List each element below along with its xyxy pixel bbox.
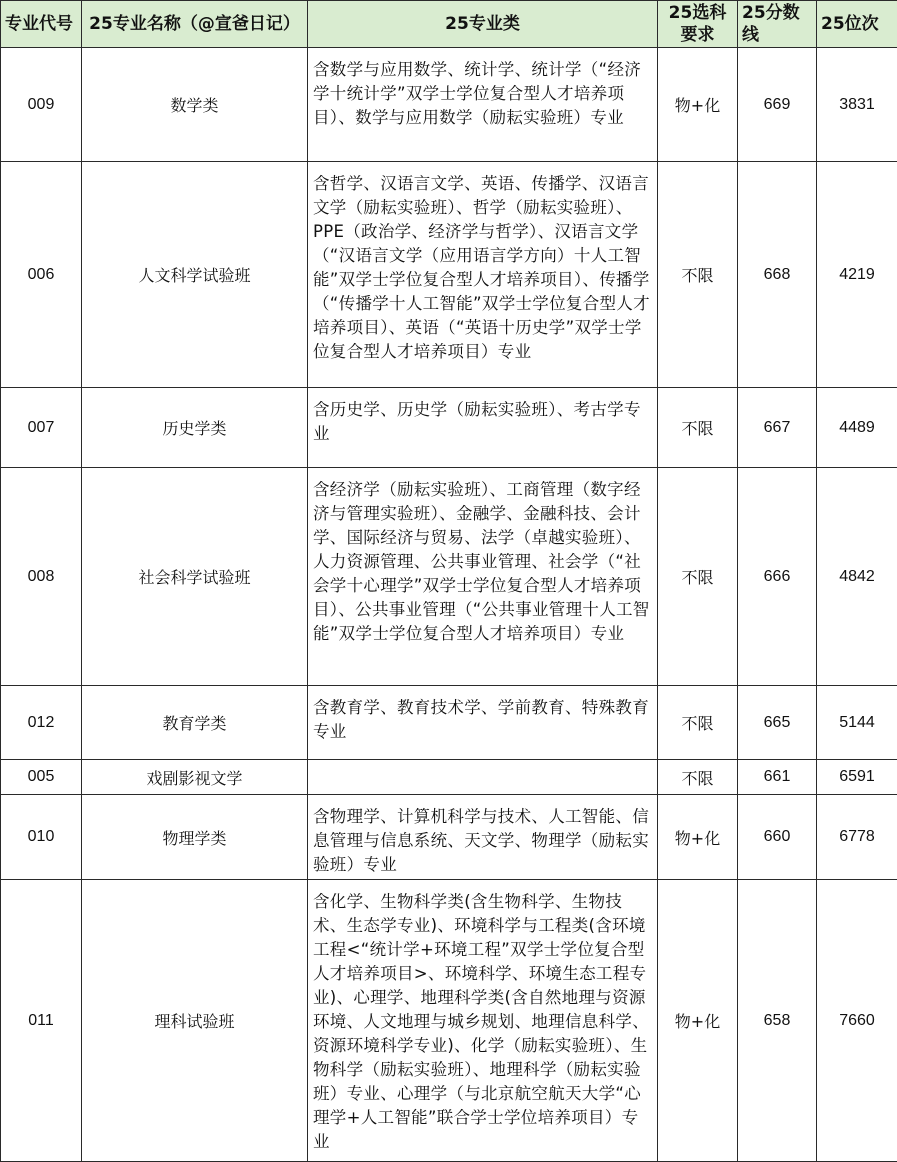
cell-code: 009 [1, 48, 82, 162]
table-row [1, 162, 897, 388]
cell-code: 010 [1, 795, 82, 880]
cell-category: 含化学、生物科学类(含生物科学、生物技术、生态学专业)、环境科学与工程类(含环境工程<“统计学+环境工程”双学士学位复合型人才培养项目>、环境科学、环境生态工程专业)、心理学、地理科学类(含自然地理与资源环境、人文地理与城乡规划、地理信息科学、资源环境科学专业)、化学（励耘实验班）、生物科学（励耘实验班）、地理科学（励耘实验班）专业、心理学（与北京航空航天大学“心理学+人工智能”联合学士学位培养项目）专业 [308, 880, 658, 1162]
table-row [1, 880, 897, 1162]
cell-rank: 4219 [817, 162, 897, 388]
cell-score: 669 [738, 48, 817, 162]
cell-requirement: 物+化 [658, 880, 738, 1162]
header-code: 专业代号 [1, 1, 82, 48]
cell-name: 历史学类 [82, 388, 308, 468]
cell-code: 011 [1, 880, 82, 1162]
header-category: 25专业类 [308, 1, 658, 48]
header-name: 25专业名称（@宣爸日记） [82, 1, 308, 48]
cell-requirement: 不限 [658, 388, 738, 468]
cell-score: 668 [738, 162, 817, 388]
table-row [1, 388, 897, 468]
cell-category [308, 760, 658, 795]
cell-requirement: 不限 [658, 760, 738, 795]
cell-score: 658 [738, 880, 817, 1162]
cell-category: 含数学与应用数学、统计学、统计学（“经济学十统计学”双学士学位复合型人才培养项目）、数学与应用数学（励耘实验班）专业 [308, 48, 658, 162]
table-row [1, 760, 897, 795]
cell-name: 数学类 [82, 48, 308, 162]
header-rank: 25位次 [817, 1, 897, 48]
cell-category: 含教育学、教育技术学、学前教育、特殊教育专业 [308, 686, 658, 760]
cell-code: 006 [1, 162, 82, 388]
cell-rank: 6591 [817, 760, 897, 795]
cell-name: 社会科学试验班 [82, 468, 308, 686]
table-row [1, 48, 897, 162]
cell-rank: 4842 [817, 468, 897, 686]
cell-score: 667 [738, 388, 817, 468]
cell-category: 含哲学、汉语言文学、英语、传播学、汉语言文学（励耘实验班）、哲学（励耘实验班）、PPE（政治学、经济学与哲学）、汉语言文学（“汉语言文学（应用语言学方向）十人工智能”双学士学位复合型人才培养项目）、传播学（“传播学十人工智能”双学士学位复合型人才培养项目）、英语（“英语十历史学”双学士学位复合型人才培养项目）专业 [308, 162, 658, 388]
cell-rank: 6778 [817, 795, 897, 880]
cell-rank: 5144 [817, 686, 897, 760]
cell-rank: 7660 [817, 880, 897, 1162]
header-row [1, 1, 897, 48]
cell-name: 戏剧影视文学 [82, 760, 308, 795]
cell-requirement: 不限 [658, 468, 738, 686]
cell-name: 理科试验班 [82, 880, 308, 1162]
cell-score: 666 [738, 468, 817, 686]
cell-score: 665 [738, 686, 817, 760]
header-score: 25分数线 [738, 1, 817, 48]
cell-requirement: 物+化 [658, 795, 738, 880]
cell-code: 012 [1, 686, 82, 760]
cell-category: 含历史学、历史学（励耘实验班）、考古学专业 [308, 388, 658, 468]
table-row [1, 686, 897, 760]
cell-requirement: 不限 [658, 686, 738, 760]
cell-name: 教育学类 [82, 686, 308, 760]
cell-rank: 4489 [817, 388, 897, 468]
header-requirement: 25选科要求 [658, 1, 738, 48]
cell-requirement: 不限 [658, 162, 738, 388]
cell-category: 含物理学、计算机科学与技术、人工智能、信息管理与信息系统、天文学、物理学（励耘实验班）专业 [308, 795, 658, 880]
cell-name: 物理学类 [82, 795, 308, 880]
cell-code: 007 [1, 388, 82, 468]
cell-code: 005 [1, 760, 82, 795]
cell-category: 含经济学（励耘实验班）、工商管理（数字经济与管理实验班）、金融学、金融科技、会计学、国际经济与贸易、法学（卓越实验班）、人力资源管理、公共事业管理、社会学（“社会学十心理学”双学士学位复合型人才培养项目）、公共事业管理（“公共事业管理十人工智能”双学士学位复合型人才培养项目）专业 [308, 468, 658, 686]
cell-code: 008 [1, 468, 82, 686]
cell-name: 人文科学试验班 [82, 162, 308, 388]
cell-rank: 3831 [817, 48, 897, 162]
cell-score: 660 [738, 795, 817, 880]
cell-requirement: 物+化 [658, 48, 738, 162]
table-row [1, 795, 897, 880]
cell-score: 661 [738, 760, 817, 795]
table-row [1, 468, 897, 686]
